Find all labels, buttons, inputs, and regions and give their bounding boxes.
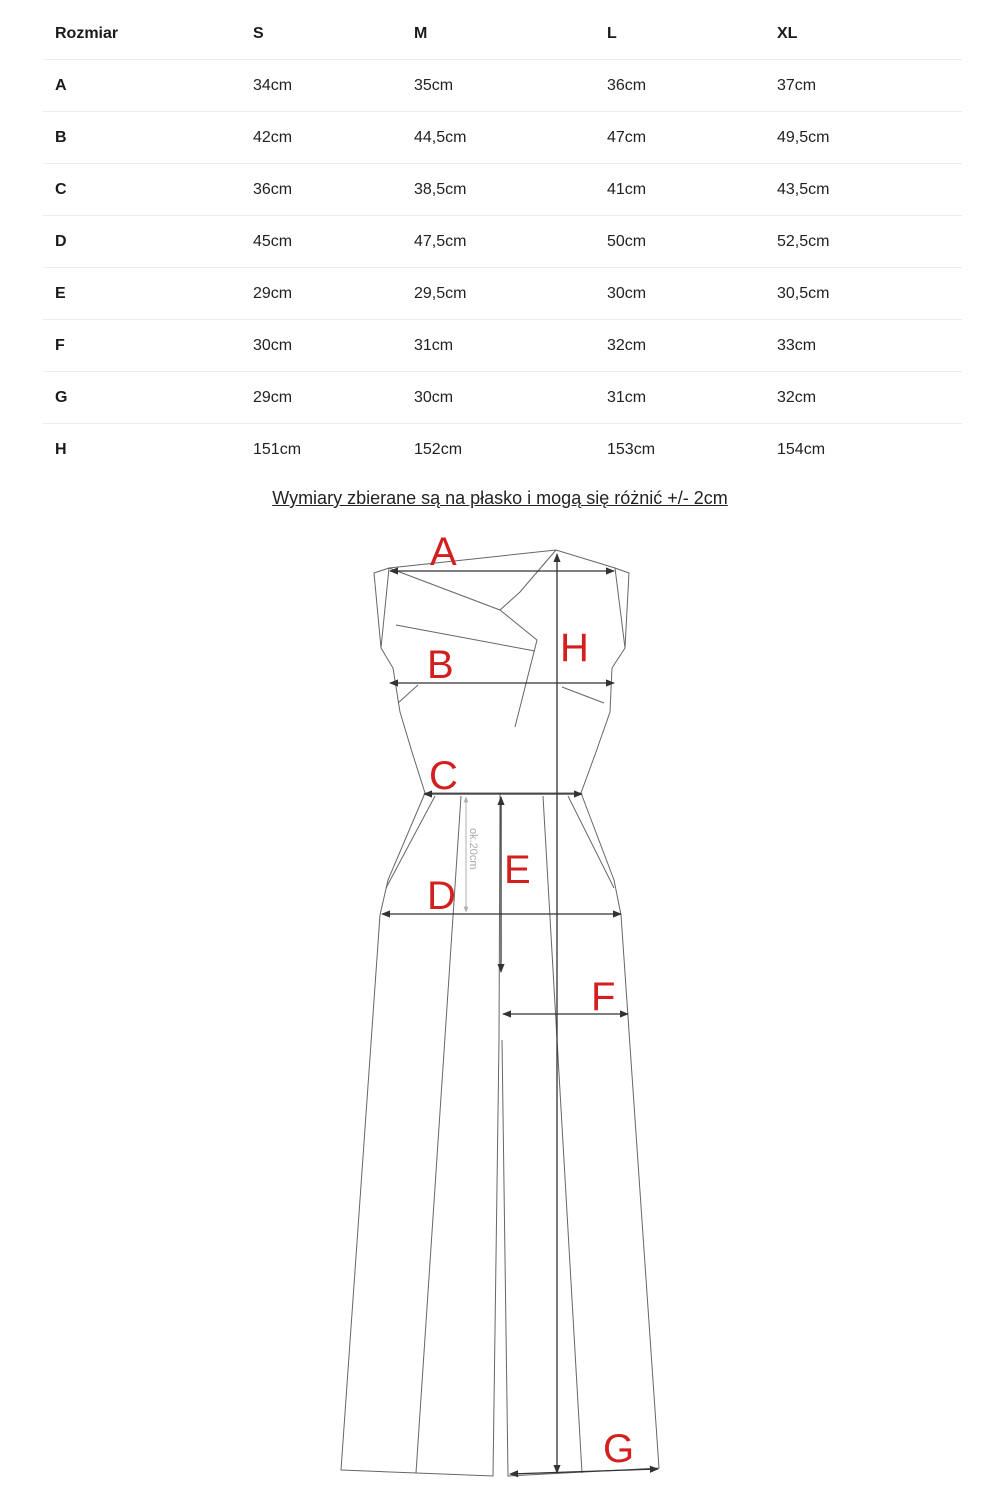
header-size: Rozmiar — [43, 8, 241, 60]
bodice-outline — [374, 550, 629, 793]
cell-value: 47,5cm — [402, 216, 595, 268]
cell-value: 42cm — [241, 112, 402, 164]
cell-value: 33cm — [765, 320, 962, 372]
cell-value: 34cm — [241, 60, 402, 112]
measurement-note-text: Wymiary zbierane są na płasko i mogą się różnić +/- 2cm — [272, 488, 728, 508]
cell-value: 44,5cm — [402, 112, 595, 164]
row-label: H — [55, 440, 67, 458]
header-xl: XL — [765, 8, 962, 60]
table-row — [43, 112, 962, 164]
cell-value: 32cm — [765, 372, 962, 424]
table-row — [43, 372, 962, 424]
row-label: F — [43, 320, 241, 372]
table-row — [43, 164, 962, 216]
cell-value: 43,5cm — [765, 164, 962, 216]
left-sleeve-line — [381, 568, 389, 648]
cell-value: 151cm — [253, 440, 302, 458]
cell-value: 31cm — [402, 320, 595, 372]
header-l: L — [595, 8, 765, 60]
cell-value: 31cm — [595, 372, 765, 424]
cell-value: 37cm — [765, 60, 962, 112]
row-label: B — [43, 112, 241, 164]
cell-value: 30,5cm — [765, 268, 962, 320]
label-d: D — [427, 874, 456, 918]
arrow-g — [510, 1469, 658, 1474]
label-f: F — [591, 975, 616, 1019]
bust-pleat-line — [396, 625, 535, 651]
cell-value: 153cm — [607, 440, 656, 458]
cell-value: 41cm — [595, 164, 765, 216]
cell-value: 30cm — [241, 320, 402, 372]
table-row — [43, 216, 962, 268]
table-row — [43, 60, 962, 112]
dart-right — [562, 687, 604, 703]
header-s: S — [241, 8, 402, 60]
cell-value: 52,5cm — [765, 216, 962, 268]
row-label: D — [43, 216, 241, 268]
cell-value: 47cm — [595, 112, 765, 164]
table-row — [43, 424, 962, 476]
cell-value: 32cm — [595, 320, 765, 372]
dart-left — [398, 685, 418, 703]
row-label: E — [43, 268, 241, 320]
table-row — [43, 268, 962, 320]
label-b: B — [427, 643, 454, 687]
label-a: A — [430, 530, 457, 574]
measurement-note — [0, 488, 1000, 509]
cell-value: 29,5cm — [402, 268, 595, 320]
cell-value: 50cm — [595, 216, 765, 268]
cell-value: 36cm — [595, 60, 765, 112]
wrap-fold-line — [500, 610, 537, 727]
cell-value: 152cm — [414, 440, 463, 458]
cell-value: 154cm — [777, 440, 826, 458]
cell-value: 29cm — [241, 372, 402, 424]
cell-value: 29cm — [241, 268, 402, 320]
measurement-arrows — [382, 554, 658, 1474]
row-label: A — [43, 60, 241, 112]
table-row — [43, 320, 962, 372]
right-leg-outline — [502, 793, 659, 1476]
jumpsuit-measurement-diagram — [0, 520, 1000, 1500]
header-m: M — [402, 8, 595, 60]
rise-note: ok.20cm — [467, 828, 479, 870]
size-table — [43, 8, 962, 475]
cell-value: 36cm — [241, 164, 402, 216]
label-e: E — [504, 848, 531, 892]
cell-value: 45cm — [241, 216, 402, 268]
label-h: H — [560, 626, 589, 670]
cell-value: 30cm — [595, 268, 765, 320]
cell-value: 35cm — [402, 60, 595, 112]
left-leg-outline — [341, 793, 500, 1476]
row-label: C — [43, 164, 241, 216]
right-sleeve-line — [615, 568, 625, 648]
cell-value: 38,5cm — [402, 164, 595, 216]
cell-value: 49,5cm — [765, 112, 962, 164]
table-header-row — [43, 8, 962, 60]
cell-value: 30cm — [402, 372, 595, 424]
right-pocket-line — [568, 796, 614, 888]
label-g: G — [603, 1427, 635, 1471]
right-leg-crease — [543, 796, 582, 1473]
row-label: G — [43, 372, 241, 424]
label-c: C — [429, 754, 458, 798]
